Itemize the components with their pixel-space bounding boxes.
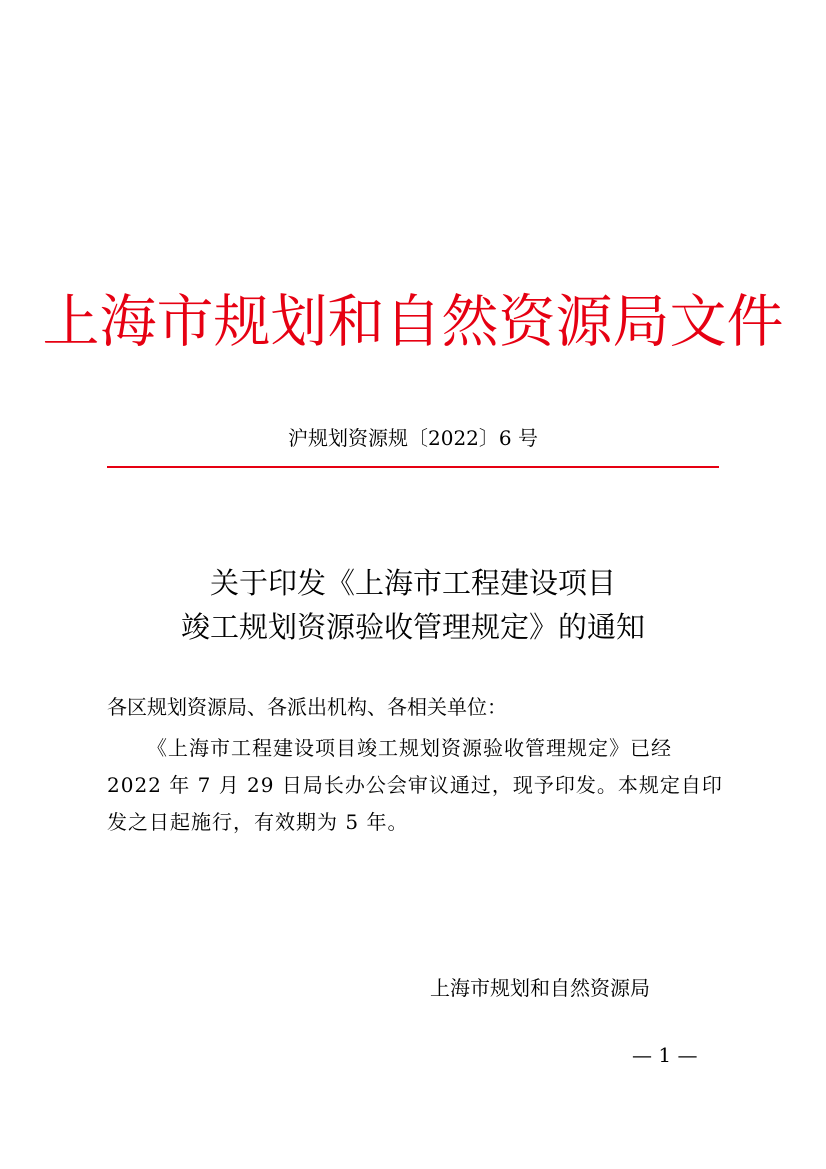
header-divider (107, 466, 719, 468)
body-line-3: 发之日起施行，有效期为 5 年。 (107, 810, 409, 834)
body-line-1: 《上海市工程建设项目竣工规划资源验收管理规定》已经 (147, 736, 672, 760)
issuer-signature: 上海市规划和自然资源局 (430, 976, 650, 1000)
body-line-2: 2022 年 7 月 29 日局长办公会审议通过，现予印发。本规定自印 (107, 773, 723, 797)
notice-title (0, 561, 826, 649)
notice-title-line-1: 关于印发《上海市工程建设项目 (209, 566, 616, 600)
document-number: 沪规划资源规〔2022〕6 号 (288, 426, 538, 450)
document-header-title: 上海市规划和自然资源局文件 (42, 289, 784, 355)
page-number: — 1 — (632, 1043, 698, 1067)
notice-title-line-2: 竣工规划资源验收管理规定》的通知 (180, 610, 645, 644)
body-paragraph (107, 730, 723, 841)
salutation: 各区规划资源局、各派出机构、各相关单位： (107, 695, 507, 719)
